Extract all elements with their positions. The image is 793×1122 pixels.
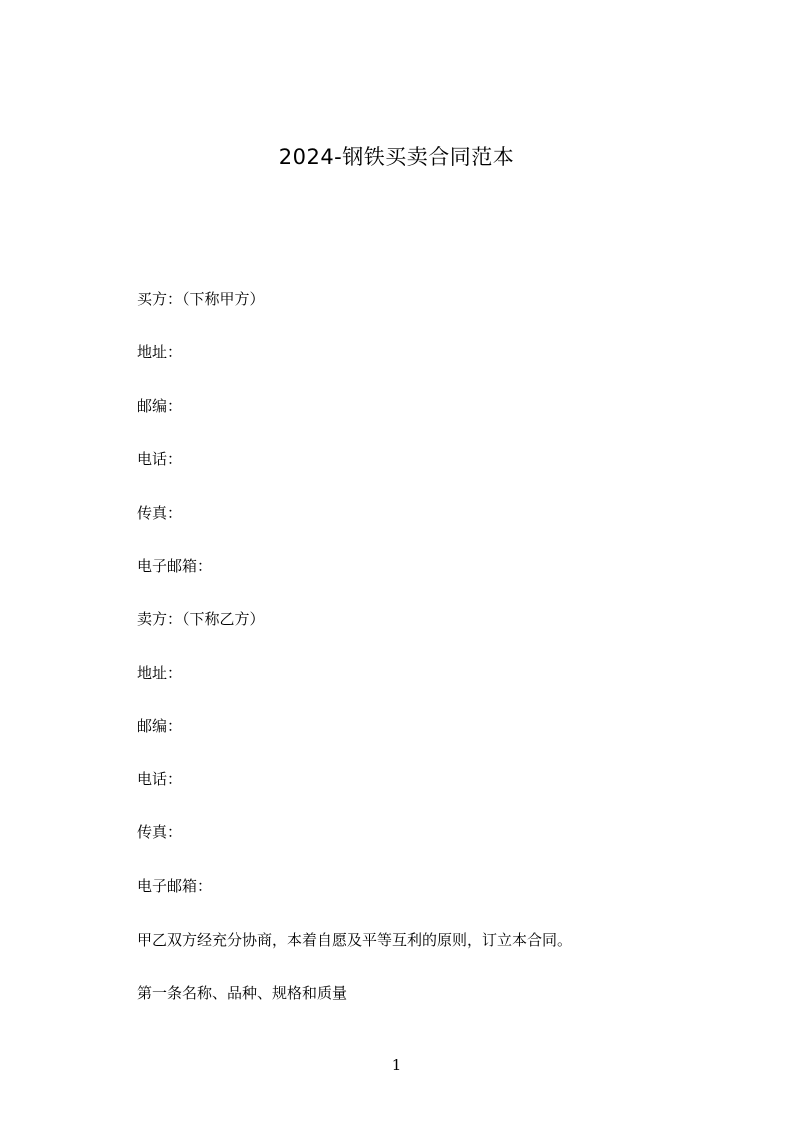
seller-fax-label: 传真： bbox=[137, 823, 183, 841]
agreement-paragraph: 甲乙双方经充分协商，本着自愿及平等互利的原则，订立本合同。 bbox=[137, 931, 573, 949]
page-number: 1 bbox=[391, 1056, 402, 1074]
seller-label: 卖方：（下称乙方） bbox=[137, 610, 265, 628]
seller-postcode-label: 邮编： bbox=[137, 717, 183, 735]
buyer-postcode-label: 邮编： bbox=[137, 397, 183, 415]
buyer-phone-label: 电话： bbox=[137, 450, 183, 468]
article-one-heading: 第一条名称、品种、规格和质量 bbox=[137, 984, 348, 1002]
buyer-fax-label: 传真： bbox=[137, 504, 183, 522]
buyer-label: 买方：（下称甲方） bbox=[137, 290, 265, 308]
seller-address-label: 地址： bbox=[137, 664, 183, 682]
buyer-address-label: 地址： bbox=[137, 343, 183, 361]
seller-phone-label: 电话： bbox=[137, 770, 183, 788]
document-title: 2024-钢铁买卖合同范本 bbox=[278, 145, 515, 169]
seller-email-label: 电子邮箱： bbox=[137, 877, 213, 895]
buyer-email-label: 电子邮箱： bbox=[137, 557, 213, 575]
